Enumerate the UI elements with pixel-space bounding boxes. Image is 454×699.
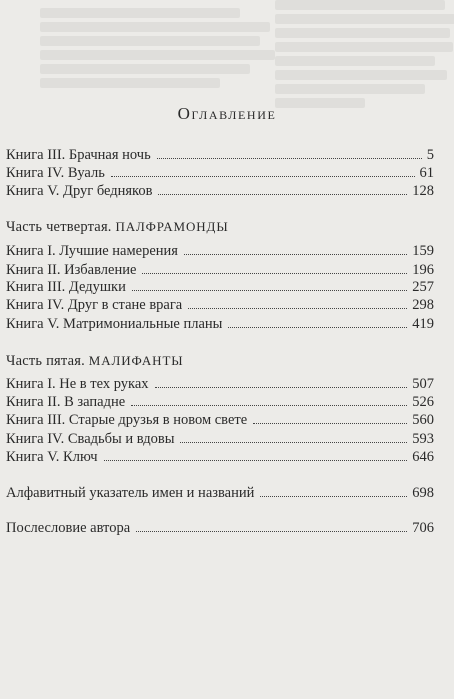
dot-leader: [157, 157, 422, 159]
toc-entry-title: Книга V. Друг бедняков: [6, 183, 153, 199]
toc-entry-title: Книга III. Дедушки: [6, 279, 126, 295]
toc-entry-page: 507: [412, 376, 434, 392]
part-prefix: Часть четвертая.: [6, 219, 112, 235]
part-name: МАЛИФАНТЫ: [88, 353, 184, 368]
dot-leader: [158, 193, 407, 195]
toc-entry-page: 298: [412, 297, 434, 313]
toc-entry-page: 128: [412, 183, 434, 199]
toc-entry: [6, 182, 434, 200]
toc-entry-page: 646: [412, 449, 434, 465]
dot-leader: [253, 422, 407, 424]
toc-entry: [6, 296, 434, 314]
dot-leader: [155, 386, 408, 388]
toc-entry: [6, 375, 434, 393]
part-prefix: Часть пятая.: [6, 353, 85, 369]
dot-leader: [131, 404, 407, 406]
toc-entry-page: 196: [412, 262, 434, 278]
toc-entry-index: [6, 484, 434, 502]
dot-leader: [260, 495, 407, 497]
toc-entry-title: Книга I. Не в тех руках: [6, 376, 149, 392]
toc-entry: [6, 146, 434, 164]
toc-entry-title: Книга I. Лучшие намерения: [6, 243, 178, 259]
part-heading: [6, 353, 184, 370]
toc-entry-page: 61: [419, 165, 434, 181]
toc-entry-page: 5: [426, 147, 434, 163]
toc-entry-afterword: [6, 519, 434, 537]
toc-entry-title: Книга III. Брачная ночь: [6, 147, 151, 163]
toc-entry-title: Книга III. Старые друзья в новом свете: [6, 412, 248, 428]
toc-entry: [6, 278, 434, 296]
page-title: Оглавление: [177, 104, 277, 123]
dot-leader: [184, 253, 407, 255]
toc-entry-page: 159: [412, 243, 434, 259]
toc-entry-title: Алфавитный указатель имен и названий: [6, 485, 255, 501]
toc-entry-title: Книга IV. Друг в стане врага: [6, 297, 183, 313]
dot-leader: [136, 530, 407, 532]
dot-leader: [188, 307, 407, 309]
dot-leader: [180, 441, 407, 443]
toc-entry: [6, 393, 434, 411]
toc-entry-title: Книга II. Избавление: [6, 262, 137, 278]
toc-entry-page: 698: [412, 485, 434, 501]
dot-leader: [111, 175, 415, 177]
toc-entry: [6, 242, 434, 260]
toc-entry-title: Книга II. В западне: [6, 394, 126, 410]
toc-entry-page: 257: [412, 279, 434, 295]
dot-leader: [132, 289, 407, 291]
toc-entry-title: Книга V. Матримониальные планы: [6, 316, 223, 332]
toc-entry-page: 419: [412, 316, 434, 332]
toc-entry-page: 593: [412, 431, 434, 447]
toc-entry: [6, 411, 434, 429]
dot-leader: [228, 326, 407, 328]
toc-entry: [6, 315, 434, 333]
part-heading: [6, 219, 229, 236]
dot-leader: [142, 272, 407, 274]
toc-entry: [6, 261, 434, 279]
toc-entry-title: Книга IV. Вуаль: [6, 165, 105, 181]
toc-entry-title: Книга IV. Свадьбы и вдовы: [6, 431, 175, 447]
dot-leader: [104, 459, 408, 461]
toc-entry-page: 526: [412, 394, 434, 410]
toc-entry-title: Книга V. Ключ: [6, 449, 98, 465]
toc-entry: [6, 448, 434, 466]
toc-entry-page: 706: [412, 520, 434, 536]
toc-entry-title: Послесловие автора: [6, 520, 131, 536]
toc-entry-page: 560: [412, 412, 434, 428]
toc-entry: [6, 430, 434, 448]
toc-entry: [6, 164, 434, 182]
part-name: ПАЛФРАМОНДЫ: [115, 219, 229, 234]
